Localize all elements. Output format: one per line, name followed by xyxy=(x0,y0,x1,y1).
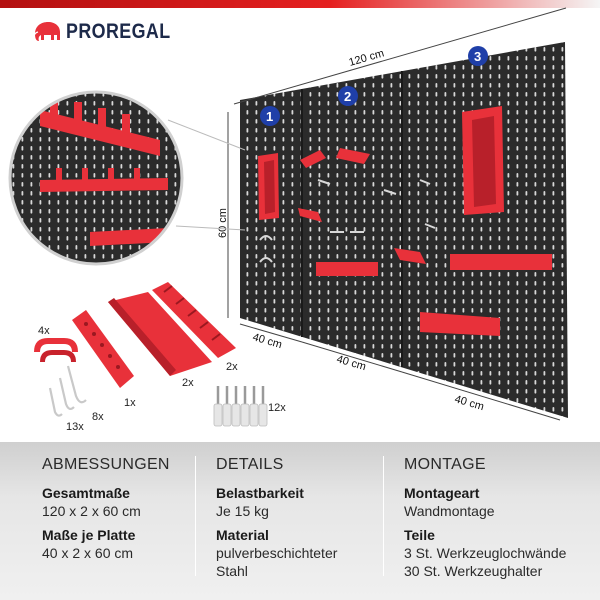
u-holder xyxy=(34,338,78,352)
spec-heading: ABMESSUNGEN xyxy=(42,456,170,473)
spec-value: 3 St. Werkzeuglochwände xyxy=(404,545,567,561)
spec-value: 40 x 2 x 60 cm xyxy=(42,545,134,561)
spec-value: Je 15 kg xyxy=(216,503,269,519)
spec-key: Material xyxy=(216,527,269,543)
height-label: 60 cm xyxy=(217,208,229,238)
svg-text:3: 3 xyxy=(474,49,482,64)
zoom-connector xyxy=(176,226,245,230)
hooks xyxy=(50,366,86,416)
column-divider xyxy=(383,456,384,576)
part-count-dowels: 12x xyxy=(268,402,286,414)
pegboard-wall xyxy=(240,42,568,418)
specs-panel xyxy=(0,442,600,600)
part-count-hook-b: 13x xyxy=(66,421,84,433)
zoom-connector xyxy=(168,120,245,150)
spec-heading: DETAILS xyxy=(216,456,284,473)
panel-badge-1 xyxy=(260,106,280,126)
spec-value: pulverbeschichteter xyxy=(216,545,338,561)
part-count-wrench-holder: 2x xyxy=(226,361,238,373)
u-holder xyxy=(40,350,76,362)
brand-name: PROREGAL xyxy=(66,20,171,43)
spec-heading: MONTAGE xyxy=(404,456,486,473)
part-count-u-holder: 4x xyxy=(38,325,50,337)
zoom-detail xyxy=(10,92,182,264)
panel-badge-3 xyxy=(468,46,488,66)
column-divider xyxy=(195,456,196,576)
spec-column-montage xyxy=(404,456,566,586)
spec-value: Stahl xyxy=(216,563,248,579)
spec-key: Belastbarkeit xyxy=(216,485,304,501)
spec-column-abmessungen xyxy=(42,456,170,568)
svg-text:2: 2 xyxy=(344,89,352,104)
spec-key: Montageart xyxy=(404,485,480,501)
spec-value: Wandmontage xyxy=(404,503,495,519)
svg-text:1: 1 xyxy=(266,109,274,124)
spec-key: Gesamtmaße xyxy=(42,485,130,501)
spec-column-details xyxy=(216,456,337,586)
spec-key: Maße je Platte xyxy=(42,527,136,543)
spec-value: 30 St. Werkzeughalter xyxy=(404,563,543,579)
panel-width-label-1: 40 cm xyxy=(251,331,284,352)
spec-value: 120 x 2 x 60 cm xyxy=(42,503,141,519)
part-count-hook-a: 8x xyxy=(92,411,104,423)
panel-width-label-2: 40 cm xyxy=(335,353,368,374)
panel-badge-2 xyxy=(338,86,358,106)
part-count-shelf: 2x xyxy=(182,377,194,389)
parts-set xyxy=(34,282,267,426)
part-count-screwdriver-holder: 1x xyxy=(124,397,136,409)
total-width-label: 120 cm xyxy=(347,47,386,69)
dowels-screws xyxy=(214,386,267,426)
panel-width-label-3: 40 cm xyxy=(453,393,486,414)
spec-key: Teile xyxy=(404,527,435,543)
